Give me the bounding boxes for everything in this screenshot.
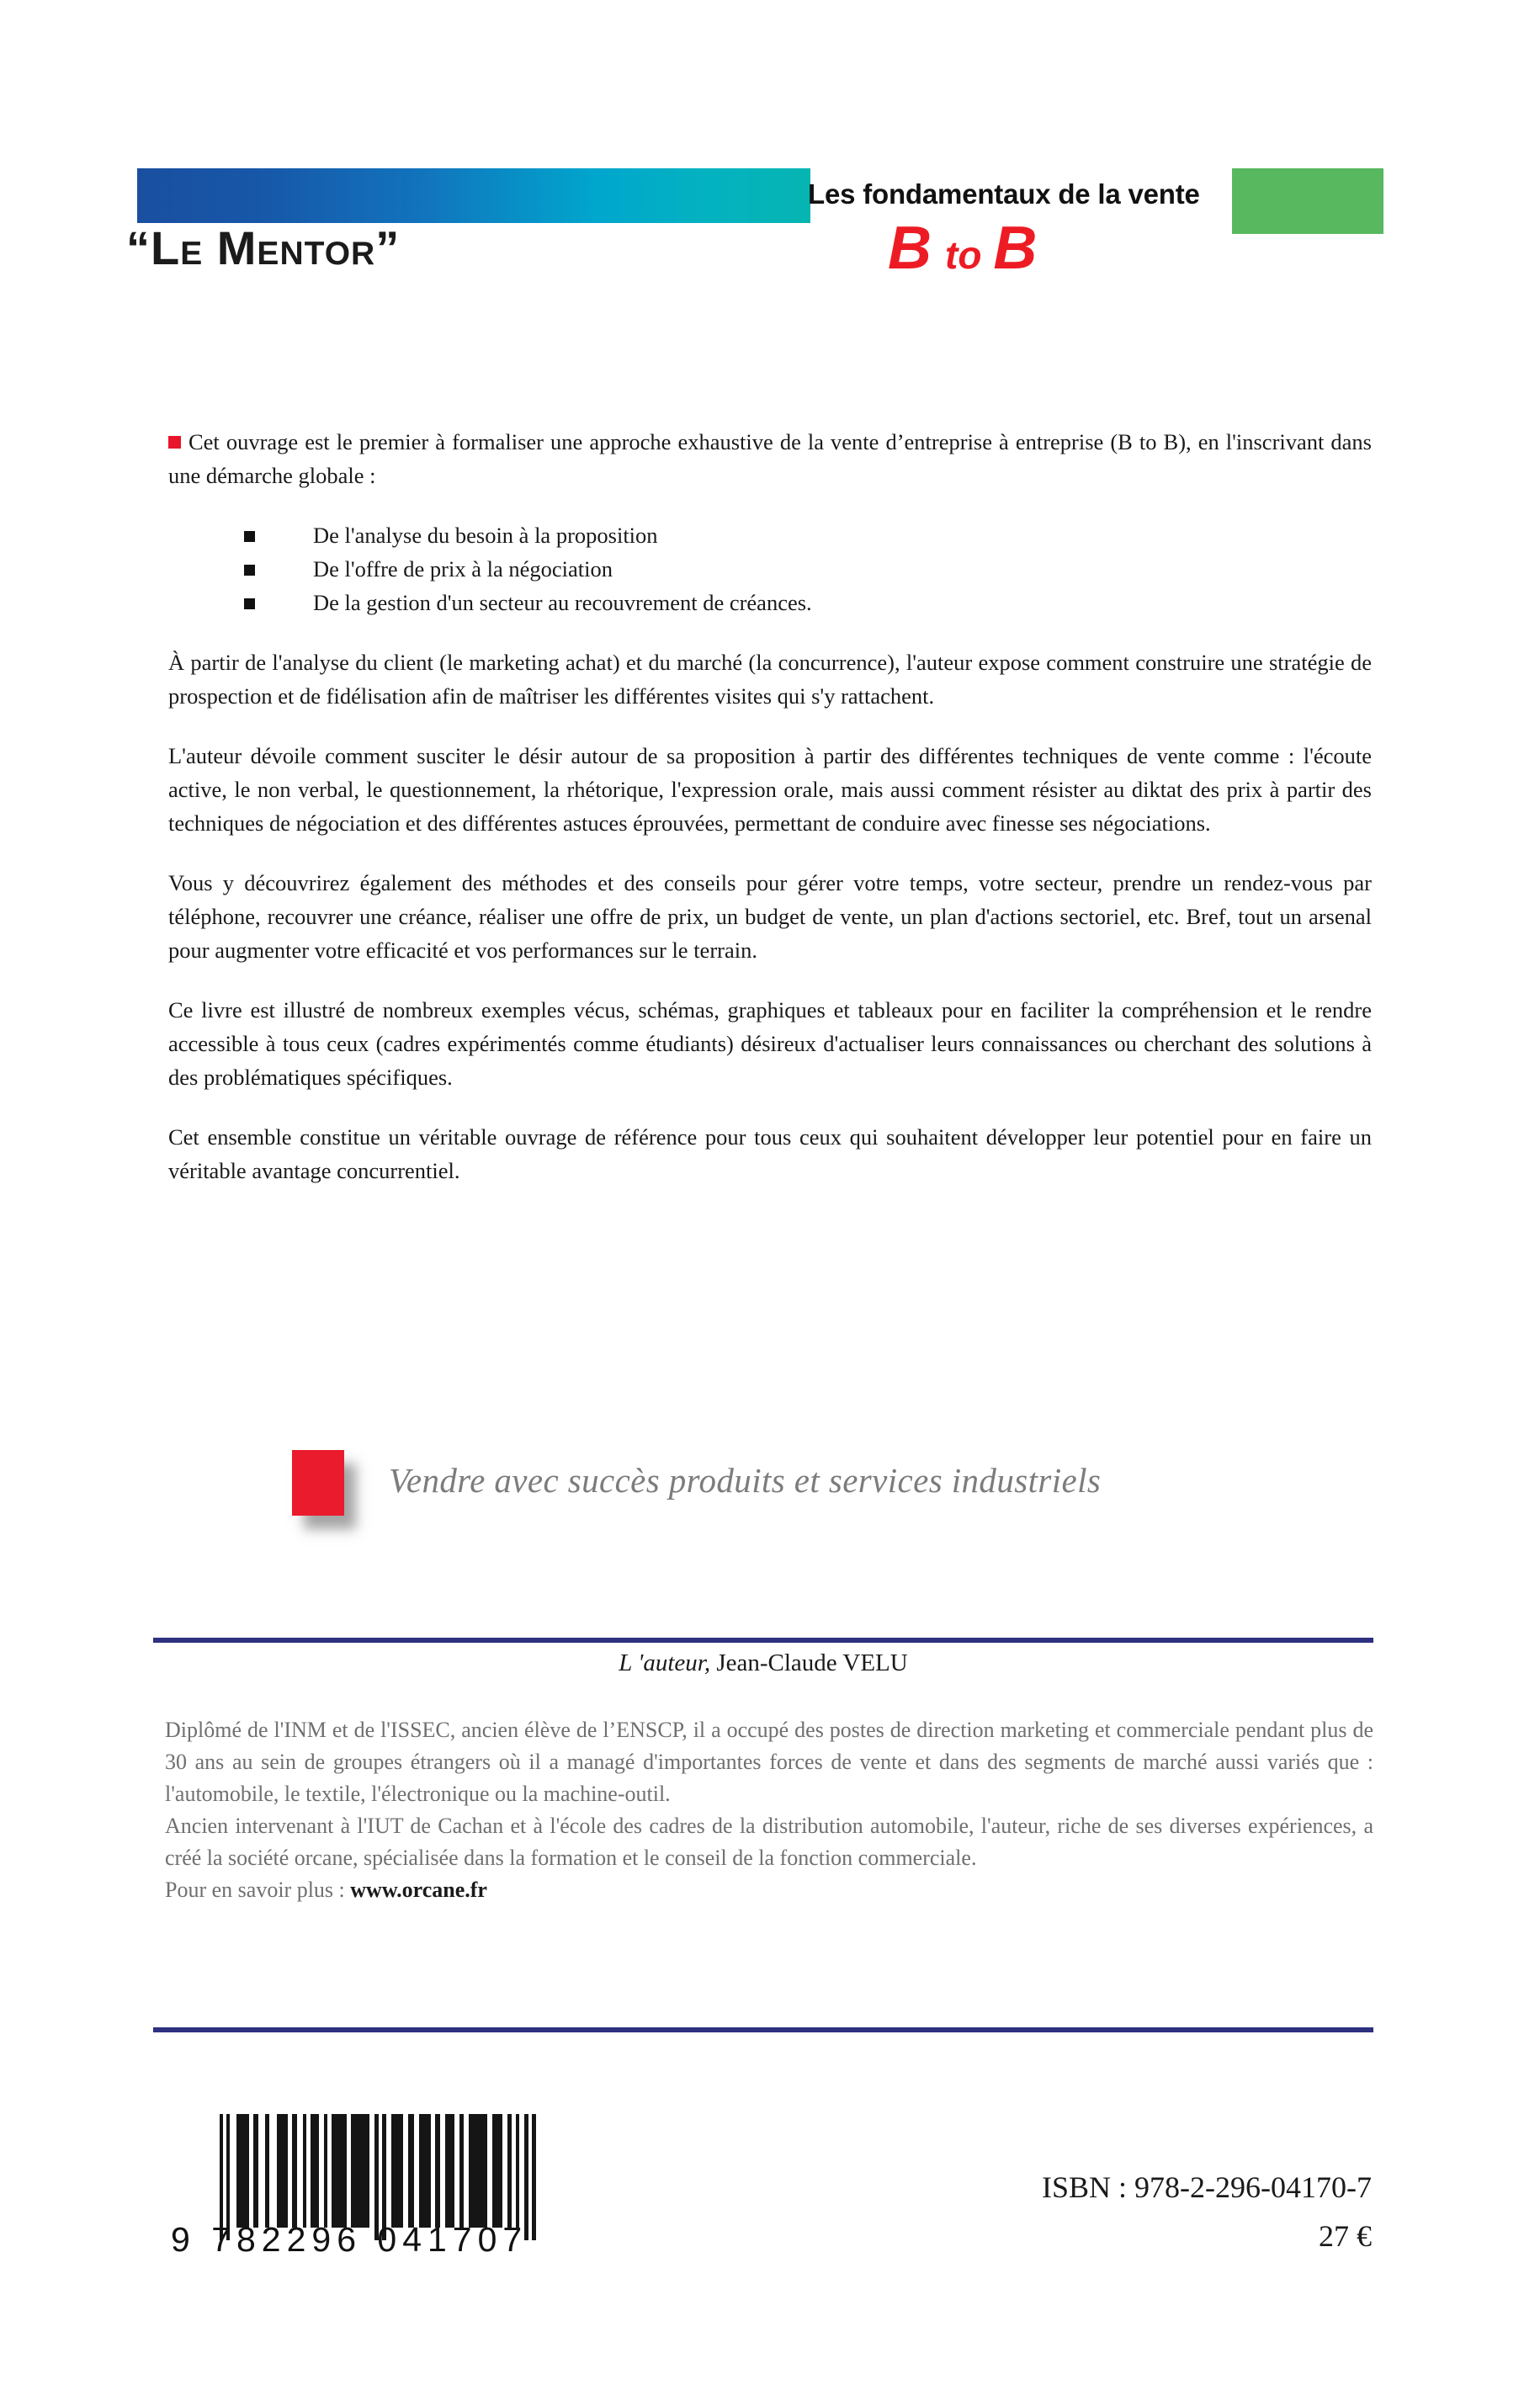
blurb-body — [168, 425, 1372, 1187]
list-item-label: De l'offre de prix à la négociation — [313, 556, 613, 582]
author-name: Jean-Claude VELU — [716, 1649, 908, 1676]
author-label: L 'auteur, — [619, 1649, 711, 1676]
author-heading — [153, 1649, 1373, 1677]
tagline-section — [168, 1450, 1372, 1543]
blurb-paragraph-3: Vous y découvrirez également des méthodes et des conseils pour gérer votre temps, votre secteur, prendre un rendez-vous par téléphone, recouvrer une créance, réaliser une offre de prix, un budget de vente, un plan d'actions sectoriel, etc. Bref, tout un arsenal pour augmenter votre efficacité et vos performances sur le terrain. — [168, 870, 1372, 963]
square-bullet-icon — [244, 531, 255, 542]
author-bio-paragraph-2: Ancien intervenant à l'IUT de Cachan et à l'école des cadres de la distribution automobile, l'auteur, riche de ses diverses expériences, a créé la société orcane, spécialisée dans la formation et le conseil de la fonction commerciale. — [165, 1814, 1373, 1870]
blurb-paragraph-4: Ce livre est illustré de nombreux exemples vécus, schémas, graphiques et tableaux pour en faciliter la compréhension et le rendre accessible à tous ceux (cadres expérimentés comme étudiants) désireux d'actualiser leurs connaissances ou cherchant des solutions à des problématiques spécifiques. — [168, 997, 1372, 1090]
list-item-label: De la gestion d'un secteur au recouvrement de créances. — [313, 590, 812, 615]
blurb-lead-text: Cet ouvrage est le premier à formaliser une approche exhaustive de la vente d’entreprise à entreprise (B to B), en l'inscrivant dans une démarche globale : — [168, 429, 1372, 488]
btob-to: to — [945, 233, 982, 277]
list-item-label: De l'analyse du besoin à la proposition — [313, 523, 658, 548]
isbn-price-block — [783, 2163, 1372, 2260]
barcode — [171, 2114, 576, 2265]
blurb-bullet-list — [168, 518, 1372, 619]
divider-top — [153, 1638, 1373, 1643]
author-bio — [165, 1714, 1373, 1906]
blurb-paragraph-5: Cet ensemble constitue un véritable ouvrage de référence pour tous ceux qui souhaitent développer leur potentiel pour en faire un véritable avantage concurrentiel. — [168, 1124, 1372, 1183]
price-text: 27 € — [1319, 2219, 1372, 2253]
btob-b-first: B — [888, 215, 933, 282]
more-info-label: Pour en savoir plus : — [165, 1878, 351, 1902]
tagline-text: Vendre avec succès produits et services industriels — [389, 1461, 1102, 1500]
blurb-paragraph-2: L'auteur dévoile comment susciter le désir autour de sa proposition à partir des différentes techniques de vente comme : l'écoute active, le non verbal, le questionnement, la rhétorique, l'expression orale, mais aussi comment résister au diktat des prix à partir des techniques de négociation et des différentes astuces éprouvées, permettant de conduire avec finesse ses négociations. — [168, 743, 1372, 836]
square-bullet-icon — [244, 565, 255, 576]
list-item — [244, 586, 1372, 619]
btob-logo — [888, 214, 1038, 283]
red-square-bullet-icon — [168, 436, 181, 449]
list-item — [244, 552, 1372, 586]
blurb-lead-paragraph — [168, 425, 1372, 492]
btob-b-second: B — [993, 215, 1039, 282]
red-square-decoration — [292, 1450, 344, 1516]
barcode-digits: 9 782296 041707 — [171, 2220, 528, 2259]
page-title: “Le Mentor” — [126, 221, 401, 274]
gradient-bar-decoration — [137, 168, 810, 223]
blurb-paragraph-1: À partir de l'analyse du client (le marketing achat) et du marché (la concurrence), l'auteur expose comment construire une stratégie de prospection et de fidélisation afin de maîtriser les différentes visites qui s'y rattachent. — [168, 650, 1372, 709]
website-link[interactable]: www.orcane.fr — [350, 1878, 487, 1902]
list-item — [244, 518, 1372, 552]
isbn-text: ISBN : 978-2-296-04170-7 — [1042, 2170, 1372, 2204]
square-bullet-icon — [244, 598, 255, 609]
divider-bottom — [153, 2027, 1373, 2032]
cover-header — [0, 168, 1540, 328]
author-bio-paragraph-1: Diplômé de l'INM et de l'ISSEC, ancien élève de l’ENSCP, il a occupé des postes de direction marketing et commerciale pendant plus de 30 ans au sein de groupes étrangers où il a managé d'importantes forces de vente et dans des segments de marché aussi variés que : l'automobile, le textile, l'électronique ou la machine-outil. — [165, 1718, 1373, 1806]
series-kicker: Les fondamentaux de la vente — [808, 178, 1200, 210]
author-website-line — [165, 1874, 1373, 1906]
